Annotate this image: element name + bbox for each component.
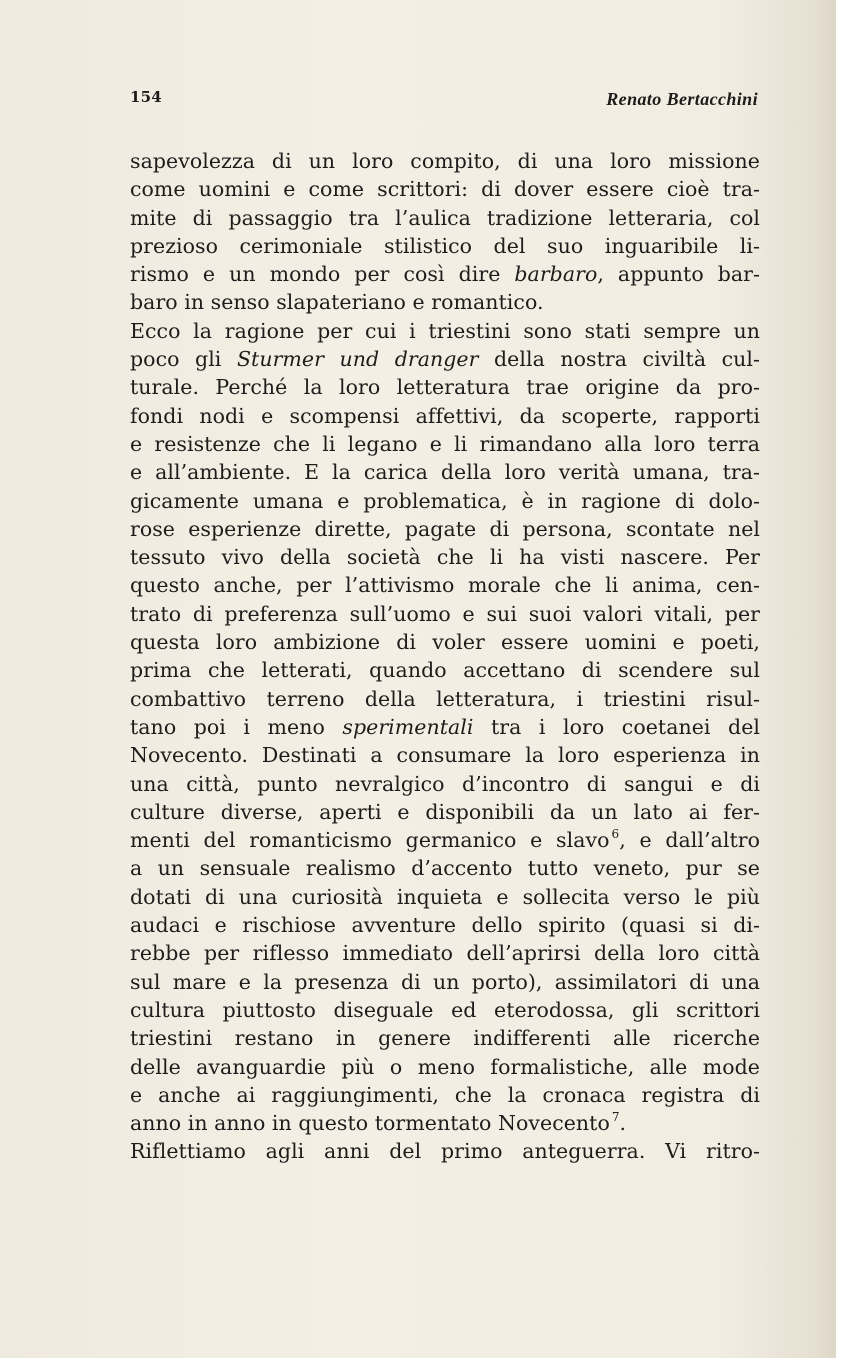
text-segment: a un sensuale realismo d’accento tutto veneto, pur se [130,856,760,881]
text-line [130,543,760,571]
text-line [130,713,760,741]
text-segment: gicamente umana e problematica, è in ragione di dolo- [130,488,760,513]
text-line [130,628,760,656]
text-segment: . [619,1111,627,1136]
scan-edge [836,0,848,1358]
text-line [130,996,760,1024]
text-segment: delle avanguardie più o meno formalistiche, alle mode [130,1054,760,1079]
text-line [130,571,760,599]
text-segment: e all’ambiente. E la carica della loro verità umana, tra- [130,460,760,485]
text-line [130,968,760,996]
text-segment: culture diverse, aperti e disponibili da un lato ai fer- [130,799,760,824]
text-line [130,487,760,515]
footnote-marker: 6 [611,827,620,842]
text-segment: cultura piuttosto diseguale ed eterodossa, gli scrittori [130,997,760,1022]
text-segment: Ecco la ragione per cui i triestini sono stati sempre un [130,318,760,343]
text-line [130,1109,760,1137]
text-line [130,826,760,854]
text-segment: triestini restano in genere indifferenti alle ricerche [130,1026,760,1051]
text-segment: , appunto bar- [597,262,760,287]
text-segment: sapevolezza di un loro compito, di una loro missione [130,149,760,173]
text-segment: tano poi i meno [130,714,343,739]
text-segment: come uomini e come scrittori: di dover essere cioè tra- [130,177,760,202]
text-segment: una città, punto nevralgico d’incontro di sangui e di [130,771,760,796]
text-segment: menti del romanticismo germanico e slavo [130,828,610,853]
text-segment: questo anche, per l’attivismo morale che li anima, cen- [130,573,760,598]
text-line [130,770,760,798]
page-number: 154 [130,88,162,106]
text-line [130,1053,760,1081]
text-line [130,656,760,684]
text-segment: baro in senso slapateriano e romantico. [130,290,544,315]
text-line [130,939,760,967]
text-segment: Novecento. Destinati a consumare la loro esperienza in [130,743,760,768]
text-segment: trato di preferenza sull’uomo e sui suoi valori vitali, per [130,601,760,626]
text-segment: Riflettiamo agli anni del primo anteguerra. Vi ritro- [130,1139,760,1164]
text-segment: e anche ai raggiungimenti, che la cronaca registra di [130,1082,760,1107]
text-line [130,911,760,939]
text-segment: anno in anno in questo tormentato Novecento [130,1111,610,1136]
italic-phrase: sperimentali [342,714,474,739]
text-line [130,232,760,260]
text-segment: mite di passaggio tra l’aulica tradizione letteraria, col [130,205,760,230]
text-line [130,741,760,769]
text-line [130,854,760,882]
text-line [130,345,760,373]
text-segment: e resistenze che li legano e li rimandano alla loro terra [130,431,760,456]
running-head-author: Renato Bertacchini [606,89,758,109]
italic-phrase: Sturmer und dranger [236,347,479,372]
text-segment: poco gli [130,347,237,372]
text-line [130,1024,760,1052]
text-segment: questa loro ambizione di voler essere uomini e poeti, [130,630,760,655]
text-segment: dotati di una curiosità inquieta e sollecita verso le più [130,884,760,909]
text-line [130,373,760,401]
body-text [130,147,760,1166]
text-segment: della nostra civiltà cul- [478,347,760,372]
text-segment: combattivo terreno della letteratura, i triestini risul- [130,686,760,711]
text-line [130,288,760,316]
italic-phrase: barbaro [514,262,598,287]
text-segment: turale. Perché la loro letteratura trae origine da pro- [130,375,760,400]
text-line [130,600,760,628]
text-line [130,1081,760,1109]
text-line [130,1137,760,1165]
text-segment: rismo e un mondo per così dire [130,262,515,287]
text-segment: rose esperienze dirette, pagate di persona, scontate nel [130,516,760,541]
text-segment: fondi nodi e scompensi affettivi, da scoperte, rapporti [130,403,760,428]
page-header [130,88,760,112]
text-line [130,685,760,713]
text-line [130,883,760,911]
text-line [130,515,760,543]
text-line [130,317,760,345]
text-segment: tessuto vivo della società che li ha visti nascere. Per [130,545,760,570]
text-line [130,798,760,826]
text-line [130,147,760,175]
text-segment: sul mare e la presenza di un porto), assimilatori di una [130,969,760,994]
text-line [130,204,760,232]
text-line [130,458,760,486]
text-segment: tra i loro coetanei del [473,714,760,739]
text-segment: audaci e rischiose avventure dello spirito (quasi si di- [130,913,760,938]
text-line [130,175,760,203]
text-segment: rebbe per riflesso immediato dell’aprirsi della loro città [130,941,760,966]
text-line [130,260,760,288]
text-line [130,430,760,458]
text-segment: prima che letterati, quando accettano di scendere sul [130,658,760,683]
text-line [130,402,760,430]
text-segment: , e dall’altro [619,828,760,853]
text-segment: prezioso cerimoniale stilistico del suo inguaribile li- [130,233,760,258]
footnote-marker: 7 [611,1110,620,1125]
